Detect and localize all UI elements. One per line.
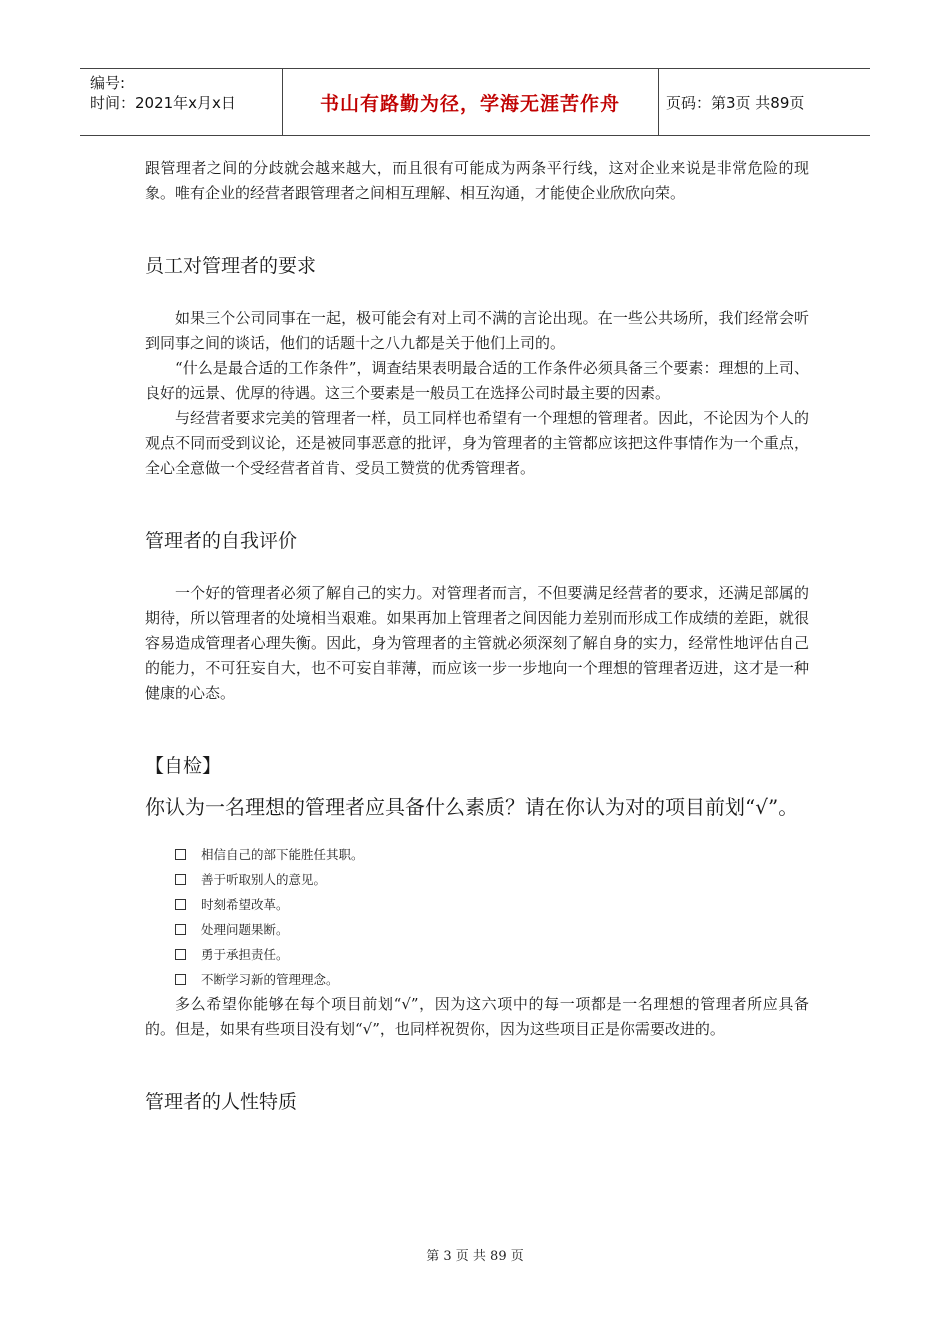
checklist-item[interactable]: 时刻希望改革。 — [145, 892, 809, 917]
section-heading: 管理者的人性特质 — [145, 1091, 298, 1113]
header-time-label: 时间：2021年x月x日 — [90, 94, 236, 112]
checkbox-icon[interactable] — [175, 974, 186, 985]
checklist — [145, 842, 809, 992]
header-page-info: 页码：第3页 共89页 — [666, 93, 805, 112]
question-heading: 你认为一名理想的管理者应具备什么素质？请在你认为对的项目前划“√”。 — [145, 795, 799, 819]
section-heading: 员工对管理者的要求 — [145, 255, 317, 277]
section-heading: 管理者的自我评价 — [145, 530, 298, 552]
header-meta — [90, 73, 236, 113]
checklist-item[interactable]: 相信自己的部下能胜任其职。 — [145, 842, 809, 867]
section-heading: 【自检】 — [145, 755, 222, 777]
paragraph: 与经营者要求完美的管理者一样，员工同样也希望有一个理想的管理者。因此，不论因为个人的观点不同而受到议论，还是被同事恶意的批评，身为管理者的主管都应该把这件事情作为一个重点，全心全意做一个受经营者首肯、受员工赞赏的优秀管理者。 — [145, 409, 809, 477]
paragraph: 多么希望你能够在每个项目前划“√”，因为这六项中的每一项都是一名理想的管理者所应具备的。但是，如果有些项目没有划“√”，也同样祝贺你，因为这些项目正是你需要改进的。 — [145, 995, 809, 1038]
checkbox-icon[interactable] — [175, 899, 186, 910]
page-footer: 第 3 页 共 89 页 — [426, 1249, 524, 1264]
checklist-item[interactable]: 处理问题果断。 — [145, 917, 809, 942]
checklist-item[interactable]: 善于听取别人的意见。 — [145, 867, 809, 892]
paragraph: 如果三个公司同事在一起，极可能会有对上司不满的言论出现。在一些公共场所，我们经常会听到同事之间的谈话，他们的话题十之八九都是关于他们上司的。 — [145, 309, 809, 352]
checklist-item[interactable]: 勇于承担责任。 — [145, 942, 809, 967]
paragraph: 跟管理者之间的分歧就会越来越大，而且很有可能成为两条平行线，这对企业来说是非常危险的现象。唯有企业的经营者跟管理者之间相互理解、相互沟通，才能使企业欣欣向荣。 — [145, 159, 809, 202]
page-header — [80, 68, 870, 136]
checkbox-icon[interactable] — [175, 949, 186, 960]
paragraph: “什么是最合适的工作条件”，调查结果表明最合适的工作条件必须具备三个要素：理想的上司、良好的远景、优厚的待遇。这三个要素是一般员工在选择公司时最主要的因素。 — [145, 359, 809, 402]
document-body — [145, 156, 809, 1116]
header-motto: 书山有路勤为径，学海无涯苦作舟 — [319, 92, 620, 115]
paragraph: 一个好的管理者必须了解自己的实力。对管理者而言，不但要满足经营者的要求，还满足部属的期待，所以管理者的处境相当艰难。如果再加上管理者之间因能力差别而形成工作成绩的差距，就很容易造成管理者心理失衡。因此，身为管理者的主管就必须深刻了解自身的实力，经常性地评估自己的能力，不可狂妄自大，也不可妄自菲薄，而应该一步一步地向一个理想的管理者迈进，这才是一种健康的心态。 — [145, 584, 809, 702]
checkbox-icon[interactable] — [175, 849, 186, 860]
checkbox-icon[interactable] — [175, 924, 186, 935]
checklist-item[interactable]: 不断学习新的管理理念。 — [145, 967, 809, 992]
header-number-label: 编号: — [90, 74, 126, 92]
checkbox-icon[interactable] — [175, 874, 186, 885]
header-divider — [658, 69, 659, 135]
